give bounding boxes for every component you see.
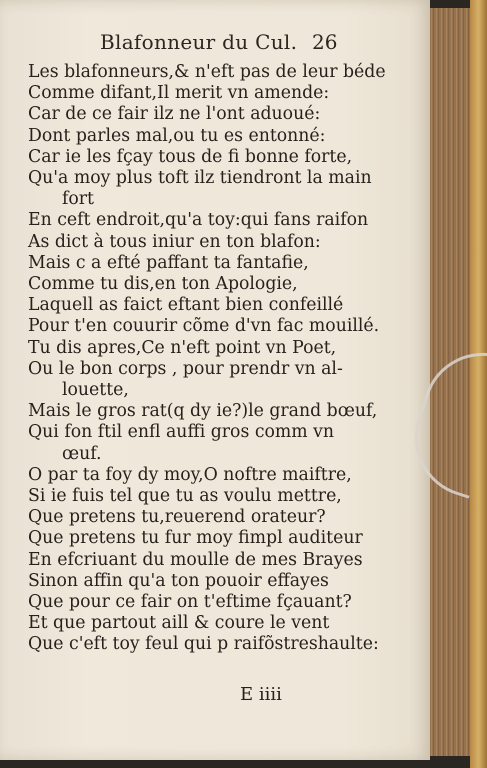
text-line: Comme tu dis,en ton Apologie, — [28, 274, 298, 295]
signature-mark: E iiii — [240, 684, 282, 705]
text-line: Les blafonneurs,& n'eft pas de leur béde — [28, 62, 386, 82]
text-line: Laquell as faict eftant bien confeillé — [28, 295, 344, 316]
text-line: En efcriuant du moulle de mes Brayes — [28, 549, 363, 570]
text-line: Dont parles mal,ou tu es entonné: — [28, 125, 326, 146]
text-line: louette, — [62, 380, 129, 401]
text-line: O par ta foy dy moy,O noftre maiftre, — [28, 464, 352, 485]
text-line: Que pour ce fair on t'eftime fçauant? — [28, 592, 352, 613]
text-line: Que pretens tu,reuerend orateur? — [28, 507, 326, 528]
text-line: Que pretens tu fur moy fimpl auditeur — [28, 528, 363, 549]
text-line: En ceft endroit,qu'a toy:qui fans raifon — [28, 210, 369, 231]
text-line: œuf. — [62, 443, 102, 464]
text-line: Qu'a moy plus toft ilz tiendront la main — [28, 168, 372, 189]
text-line: Ou le bon corps , pour prendr vn al- — [28, 358, 343, 379]
text-line: Sinon affin qu'a ton pouoir effayes — [28, 570, 329, 591]
running-title: Blafonneur du Cul. — [100, 30, 298, 54]
poem-text — [28, 62, 393, 656]
text-line: Mais le gros rat(q dy ie?)le grand bœuf, — [28, 401, 378, 422]
text-line: Car ie les fçay tous de fi bonne forte, — [28, 146, 353, 167]
text-line: Si ie fuis tel que tu as voulu mettre, — [28, 486, 342, 507]
text-line: Et que partout aill & coure le vent — [28, 613, 330, 634]
text-line: Comme difant,Il merit vn amende: — [28, 83, 330, 104]
text-line: Pour t'en couurir cõme d'vn fac mouillé. — [28, 316, 380, 337]
text-line: Tu dis apres,Ce n'eft point vn Poet, — [28, 337, 337, 358]
text-line: Mais c a efté paffant ta fantafie, — [28, 252, 309, 273]
text-line: Qui fon ftil enfl auffi gros comm vn — [28, 422, 335, 443]
text-line: Car de ce fair ilz ne l'ont aduoué: — [28, 104, 321, 125]
page-number: 26 — [312, 30, 338, 54]
text-line: Que c'eft toy feul qui p raifõstreshaulte: — [28, 634, 379, 655]
text-line: As dict à tous iniur en ton blafon: — [28, 231, 321, 252]
text-line: fort — [62, 189, 95, 210]
